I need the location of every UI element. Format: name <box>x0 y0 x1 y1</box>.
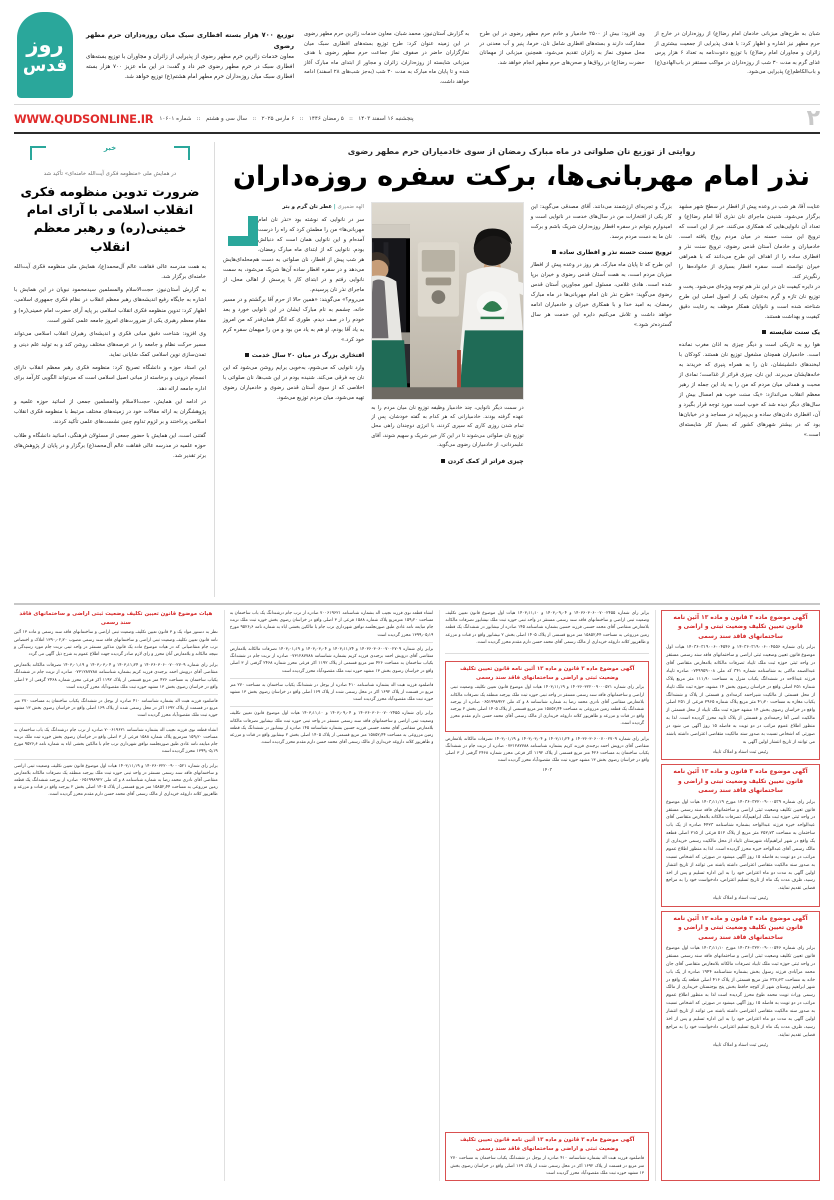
classified-heyat-notice[interactable] <box>14 610 218 658</box>
classified-ad-1[interactable] <box>661 610 820 760</box>
website-url[interactable]: WWW.QUDSONLINE.IR <box>14 111 154 126</box>
divider <box>230 706 434 707</box>
news-paragraph-4: این استاد حوزه و دانشگاه تصریح کرد: منظومه فکری رهبر معظم انقلاب دارای انسجام درونی و برخاسته از مبانی اصیل اسلامی است که می‌تواند الگویی کارآمد برای اداره جامعه ارائه دهد. <box>14 365 206 392</box>
feature-caption-p1: در سمت دیگر نانوایی، چند خادمیار وظیفه توزیع نان میان مردم را به عهده گرفته بودند. خادمیارانی که هر کدام به گفته خودشان، پس از تمام شدن روزی کاری که سپری کردند، با انرژی دوچندان راهی محل توزیع نان صلواتی می‌شوند تا در این کار خیر شریک و سهیم شوند، آقای علیمردانی، از خادمیاران رضوی می‌گوید. <box>371 404 524 449</box>
feature-right-p2: می‌روم؟» می‌گویند: «همین حالا از حرم آقا برگشتم و در مسیر خانه، چشمم به نام مبارک ایشان در این نانوایی خورد و بعد خودم را در صف دیدم. طوری که انگار همان‌قدر که من امروز به یاد آقا بودم، او هم به یاد من بود و من را میهمان سفره کرم خود کرد.» <box>223 296 365 343</box>
classified-heyat-continuation[interactable] <box>14 662 218 1181</box>
classified-ad-3-body: برابر رای شماره ۱۴۰۳۶۰۳۲۲۰۰۹۰۰۰۵۴۶ مورخ ۱۴۰۳٫۱۱٫۱۰ هیات اول موضوع قانون تعیین تکلیف وضعیت ثبتی اراضی و ساختمانهای فاقد سند رسمی مستقر در واحد ثبتی حوزه ثبت ملک تایباد تصرفات مالکانه بلامعارض متقاضی آقای جان محمد مرآبادی فرزند رسول بخش بشماره شناسنامه ۱۹۴۴ صادره از یک باب خانه به مساحت ۲۳۸٫۶۳ متر مربع قسمتی از پلاک ۴۱۶ اصلی قطعه یک واقع در شهر ابراهیم روستای شهر از کوچه حافظ بخش پنج بوجنستان خریداری از مالک رسمی وراث نوبت محمد طوع محرز گردیده است لذا به منظور اطلاع عموم مراتب در دو نوبت به فاصله ۱۵ روز آگهی میشود در صورتی که اشخاص نسبت به صدور سند مالکیت متقاضی اعتراضی داشته باشند می توانند از تاریخ انتشار اولین آگهی به مدت دو ماه اعتراض خود را به این اداره تسلیم و پس از اخذ رسید، ظرف مدت یک ماه از تاریخ تسلیم اعتراض، دادخواست خود را به مراجع قضایی تقدیم نمایند. <box>666 946 815 1038</box>
news-tag-label: خبر <box>93 142 127 154</box>
feature-subheading-mid-text: چیزی فراتر از کمک کردن <box>447 457 524 465</box>
feature-byline <box>223 202 364 212</box>
feature-photo <box>371 202 523 400</box>
classified-ad-3-signature: رئیس ثبت اسناد و املاک تایباد <box>712 1042 769 1048</box>
dateline-bar <box>14 104 820 134</box>
page-number: ۲ <box>806 105 820 131</box>
feature-photo-caption <box>371 404 523 451</box>
classified-ad-4[interactable] <box>445 661 649 732</box>
divider <box>14 723 218 724</box>
dateline-sep-3: :: <box>248 115 260 122</box>
news-paragraph-5: در ادامه این همایش، حجت‌الاسلام والمسلمین جمعی از اساتید حوزه علمیه و پژوهشگران به ارائه مقالات خود در زمینه‌های مختلف مرتبط با منظومه فکری انقلاب اسلامی پرداختند و بر لزوم تداوم چنین نشست‌های علمی تأکید کردند. <box>14 398 206 426</box>
classified-ad-3-title: آگهی موضوع ماده ۳ قانون و ماده ۱۳ آئین نامه قانون تعیین تکلیف وضعیت ثبتی و اراضی و ساختمانهای فاقد سند رسمی <box>673 915 808 941</box>
feature-subheading-right-text: افتخاری بزرگ در میان ۲۰ سال خدمت <box>251 351 365 359</box>
divider <box>14 694 218 695</box>
byline-author: الهه ضمیری <box>337 203 365 210</box>
square-bullet-icon <box>552 250 556 254</box>
classified-notice-c-body3: فاضلمود فرزند هبت اله بشماره شناسنامه ۴۱۰ صادره از بوجل در ششدانگ یکباب ساختمان به مساحت ۲۷۰ متر مربع در قسمت از پلاک ۱۶۹۲ اکر در محل رسمی شده از پلاک ۱۶۹ اصلی واقع در خراسان رضوی بخش ۱۳ مشهد حوزه ثبت ملک مقصودآباد محرز گردیده است <box>229 682 434 703</box>
feature-left-p3: هوا رو به تاریکی است و دیگر چیزی به اذان مغرب نمانده است. خادمیاران همچنان مشغول توزیع نان هستند. کودکان با لبخندهای دلنشینشان، نان را به همراه پنیری که خریدند به خانه‌هایشان می‌برند. این نان، چیزی فراتر از غذاست؛ نمادی از محبت و همدلی میان مردم که من را به یاد این جمله از رهبر معظم انقلاب می‌اندازد: «یک سنت خوب هم امسال بیش از سال‌های دیگر دیده شد که خوب است مورد توجه قرار بگیرد و آن، افطاری دادن‌های ساده و بی‌پیرایه در مساجد و در خیابان‌ها بود که در بیشتر شهرهای کشور که بسیار کار شایسته‌ای است.» <box>678 342 820 439</box>
divider <box>14 759 218 760</box>
classified-notice-c-body2: برابر رای شماره ۱۴۰۳۶۰۳۰۶۰۰۷۰۰۲۷۰۹ و ۱۴۰۳٫۱۱٫۲۴ و ۱۴۰۳٫۰۳٫۰۴ و ۱۴۰۳٫۰۱٫۱۹ تصرفات مالکانه بلامعارض متقاضی آقای درویش احمد برجندی فرزند کریم بشماره شناسنامه ۰۷۳۱۲۸۷۷۸۸ صادره از تربت جام در ششدانگ یکباب ساختمان به مساحت ۴۲۶ متر مربع قسمتی از پلاک ۱۱۹۲ اکر فرعی محرز شماره ۲۴۶۸ گرفتی از ۳ اصلی واقع در خراسان رضوی بخش ۱۳ مشهد حوزه ثبت ملک مقصودآباد محرز گردیده است <box>229 646 434 674</box>
feature-subheading-mid <box>371 456 523 467</box>
brief-lead-title: توزیع ۷۰۰ هزار بسته افطاری سبک میان روزه‌داران حرم مطهر رضوی <box>86 31 295 50</box>
dateline-date-fa: پنجشنبه ۱۶ اسفند ۱۴۰۳ <box>358 115 414 122</box>
classified-ad-1-title: آگهی موضوع ماده ۳ قانون و ماده ۱۳ آئین نامه قانون تعیین تکلیف وضعیت ثبتی و اراضی و ساختمانهای فاقد سند رسمی <box>673 615 808 640</box>
classifieds-column-midleft <box>439 610 649 1181</box>
classified-heyat-body-4: انشاء قطعه نوی فرزند نجیب اله بشماره شناسنامه ۷۰۰۶۱۹۶۲۱ صادره از ترب جام درشتدانگ یک باب ساختمان به مساحت ۱۵۹٫۲۰ مترمربع پلاک شماره ۱۵۸۸ فرعی از ۳ اصلی واقع در خراسان رضوی بخش خوره ثبت ملک تربت جام مبایعه نامه عادی طبق صورتجلسه توافق شهرداری ترب جام با مالکین بخشی اباء به شماره نامه ۹۵۲۶٫۶ مورخ ۱۳۹۹٫۰۵٫۱۹ محرز گردیده است <box>14 727 218 755</box>
classified-notice-c-body: انشاء قطعه نوی فرزند نجیب اله بشماره شناسنامه ۷۰۰۶۱۹۶۲۱ صادره از ترب جام درشتدانگ یک باب ساختمان به مساحت ۱۵۹٫۲۰ مترمربع پلاک شماره ۱۵۸۸ فرعی از ۳ اصلی واقع در خراسان رضوی بخش خوره ثبت ملک تربت جام مبایعه نامه عادی طبق صورتجلسه توافق شهرداری ترب جام با مالکین بخشی اباء به شماره نامه ۹۵۲۶٫۶ مورخ ۱۳۹۹٫۰۵٫۱۹ محرز گردیده است <box>229 611 434 638</box>
top-brief-strip <box>0 0 834 102</box>
news-paragraph-3: وی افزود: شناخت دقیق مبانی فکری و اندیشه‌ای رهبران انقلاب اسلامی می‌تواند مسیر حرکت نظام و جامعه را در عرصه‌های مختلف روشن کند و به تولید علم دینی و تمدن‌سازی نوین اسلامی کمک شایانی نماید. <box>14 331 206 358</box>
feature-midleft-p2: این طرح که تا پایان ماه مبارک، هر روز در وعده پیش از افطار میزبان مردم است، به همت آستان قدس رضوی و خیران برپا شده است. هادی غلامی، مسئول امور مجاورین آستان قدس رضوی می‌گوید: «طرح نذر نان امام مهربانی‌ها در ماه مبارک رمضان، به امید خدا و با همکاری خیران و خادمیاران ادامه خواهد داشت و تلاش می‌کنیم دایره این خدمت هر سال گسترده‌تر شود.» <box>530 262 672 329</box>
logo-line-2: قدس <box>22 56 68 76</box>
dateline-sep-2: :: <box>296 115 308 122</box>
news-tag-frame <box>14 142 206 168</box>
dateline-year: سال سی و هشتم <box>205 115 248 122</box>
divider <box>230 642 434 643</box>
dateline-sep-1: :: <box>345 115 357 122</box>
classifieds-column-left <box>655 610 820 1181</box>
feature-columns <box>223 202 820 597</box>
dateline-text <box>159 116 413 122</box>
dateline-sep-4: :: <box>193 115 205 122</box>
feature-midleft-p1: بزرگ و تجربه‌ای ارزشمند می‌دانند. آقای مصدقی می‌گوید: این کار یکی از افتخارات من در سال‌های خدمت در نانوایی است و امیدوارم بتوانم در سفره افطار روزه‌داران شریک باشم و برکت نان ما به دست مردم برسد. <box>530 203 672 240</box>
classified-ad-4-title: آگهی موضوع ماده ۳ قانون و ماده ۱۳ آئین نامه قانون تعیین تکلیف وضعیت ثبتی و اراضی و ساختمانهای فاقد سند رسمی <box>460 666 635 681</box>
corner-bracket-left-icon <box>30 146 46 160</box>
byline-separator: | <box>333 203 336 210</box>
bakery-photo-illustration <box>372 203 522 399</box>
classified-ad-1-signature: رئیس ثبت اسناد و املاک تایباد <box>712 749 769 755</box>
news-paragraph-1: به همت مدرسه عالی فقاهت عالم آل‌محمد(ع)، همایش ملی منظومه فکری آیت‌الله خامنه‌ای برگزار شد. <box>14 263 206 280</box>
news-kicker: در همایش ملی «منظومه فکری آیت‌الله خامنه‌ای» تأکید شد <box>43 171 177 177</box>
classified-ad-2[interactable] <box>661 764 820 906</box>
classified-notice-c[interactable] <box>230 610 434 1181</box>
dateline-issue: شماره ۱۰۶۰۱ <box>159 115 192 122</box>
classified-ad-2-body: برابر رای شماره ۱۴۰۳۶۰۳۲۲۰۰۹۰۰۰۵۳۹ مورخ ۱۴۰۳٫۱۱٫۱۹ هیات اول موضوع قانون تعیین تکلیف وضعیت ثبتی اراضی و ساختمانهای فاقد سند رسمی مستقر در واحد ثبتی حوزه ثبت ملک ابراهیم‌آباد تصرفات مالکانه بلامعارض متقاضی آقای عبدالواحد خیره فرزند عبدالواحد بشماره شناسنامه ۴۴۲۳ صادره از یک باب ساختمان به مساحت ۲۵۲٫۷۳ متر مربع از پلاک ۵۱۲ فرعی از ۲۱۵ اصلی قطعه یک واقع در شهر ابراهیم‌آباد شهرستان تایباد از محل مالکیت رسمی خریداری از مالک رسمی آقای عبدالواحد خیره محرز گردیده است. لذا به منظور اطلاع عموم مراتب در دو نوبت به فاصله ۱۵ روز آگهی میشود در صورتی که اشخاص نسبت به صدور سند مالکیت متقاضی اعتراضی داشته باشند می توانند از تاریخ انتشار اولین آگهی به مدت دو ماه اعتراض خود را به این اداره تسلیم و پس از اخذ رسید، ظرف مدت یک ماه از تاریخ تسلیم اعتراض، دادخواست خود را به مراجع قضایی تقدیم نمایند. <box>666 799 815 892</box>
classified-ad-4-body: برابر رای شماره ۱۴۰۳۶۰۳۲۲۰۰۹۰۰۰۵۲۱ و ۱۴۰۳٫۱۱٫۱۹ هیات اول موضوع قانون تعیین تکلیف وضعیت ثبتی اراضی و ساختمانهای فاقد سند رسمی مستقر در واحد ثبتی حوزه ثبت ملک بیرجند منطقه یک تصرفات مالکانه بلامعارض متقاضی آقای نادری محمد رضا به شماره شناسنامه ۸ و کد ملی ۰۶۵۱۹۹۸۹۲۲ صادره از بیرجند ششدانگ یک قطعه زمین مزروعی به مساحت ۱۵۸۵۲٫۴۴ متر مربع قسمتی از پلاک ۱۴۰۵ اصلی بخش ۲ بیرجند واقع در قنات و مزرعه و طاهرپور کلاته داروغه خریداری از مالک رسمی آقای محمد حسن دارم مقدم محرز گردیده است. <box>450 685 645 727</box>
corner-bracket-right-icon <box>174 146 190 160</box>
classified-notice-b[interactable] <box>445 736 649 1128</box>
byline-lead: عطر نان گرم و بتر <box>282 203 333 210</box>
square-bullet-icon <box>245 353 249 357</box>
feature-subheading-right <box>223 350 364 361</box>
feature-kicker: روایتی از توزیع نان صلواتی در ماه مبارک رمضان از سوی خادمیاران حرم مطهر رضوی <box>347 146 696 156</box>
feature-headline: نذر امام مهربانی‌ها، برکت سفره روزه‌داران <box>232 161 811 192</box>
classified-ad-3[interactable] <box>661 911 820 1181</box>
feature-subheading-midleft <box>531 247 672 258</box>
classifieds-column-right <box>14 610 218 1181</box>
masthead-logo[interactable] <box>14 10 76 98</box>
divider <box>445 653 649 654</box>
classified-heyat-title: هیات موضوع قانون تعیین تکلیف وضعیت ثبتی اراضی و ساختمانهای فاقد سند رسمی <box>19 611 213 626</box>
brief-column-3: وی افزود: بیش از ۲۵۰۰ خادمیار و خادم حرم مطهر رضوی در این طرح مشارکت دارند و بسته‌های افطاری شامل نان، خرما، پنیر و آب معدنی در محل صفوف نماز به زائران تقدیم می‌شود. همچنین میزبانی از مهمانان حضرت رضا(ع) در رواق‌ها و صحن‌های حرم مطهر انجام خواهد شد. <box>479 31 645 66</box>
classified-heyat-body: نظر به دستور مواد یک و ۳ قانون تعیین تکلیف وضعیت ثبتی اراضی و ساختمانهای فاقد سند رسمی و ماده ۱۳ آئین نامه قانون تعیین تکلیف وضعیت ثبتی اراضی و ساختمانهای فاقد سند رسمی مصوب ۱۳۹۰٫۰۲٫۲۰ املاک و اختصاص ترب جام متقاضیانی که در هیات موضوع ماده یک قانون مذکور مستقر در واحد ثبتی تربت جام مورد رسیدگی و نتیجه مالکانه و بلامعارض آنان محرز و رای لازم صادر گردیده جهت اطلاع عموم به شرح ذیل آگهی می گردد <box>14 630 218 657</box>
classified-ad-5-body: فاضلمود فرزند هبت اله بشماره شناسنامه ۴۱۰ صادره از بوجل در ششدانگ یکباب ساختمان به مساحت ۲۷۰ متر مربع در قسمت از پلاک ۱۶۹۲ اکر در محل رسمی شده از پلاک ۱۶۹ اصلی واقع در خراسان رضوی بخش ۱۳ مشهد حوزه ثبت ملک مقصودآباد محرز گردیده است <box>450 1156 645 1176</box>
quds-logo-icon <box>17 12 73 98</box>
brief-lead <box>86 10 294 98</box>
feature-article <box>214 142 820 597</box>
news-sidebar <box>14 142 214 597</box>
classified-ad-2-title: آگهی موضوع ماده ۳ قانون و ماده ۱۳ آئین نامه قانون تعیین تکلیف وضعیت ثبتی و اراضی و ساختمانهای فاقد سند رسمی <box>673 769 808 795</box>
feature-left-p2: در دایره کیفیت نان در این نذر هم توجه ویژه‌ای می‌شود. پخت و توزیع نان تازه و گرم به‌عنوان یکی از اصول اصلی این طرح شناخته شده است و نانوایان همکار موظف به رعایت دقیق کیفیت و بهداشت هستند. <box>678 283 820 320</box>
drop-cap-icon <box>228 216 258 246</box>
classified-heyat-body-3: فاضلمود فرزند هبت اله بشماره شناسنامه ۴۱۰ صادره از بوجل در ششدانگ یکباب ساختمان به مساحت ۲۷۰ متر مربع در قسمت از پلاک ۱۶۹۲ اکر در محل رسمی شده از پلاک ۱۶۹ اصلی واقع در خراسان رضوی بخش ۱۳ مشهد حوزه ثبت ملک مقصودآباد محرز گردیده است <box>14 699 218 719</box>
feature-column-right <box>223 202 364 597</box>
main-content-area <box>14 142 820 597</box>
feature-right-p1: سر در نانوایی که نوشته بود «نذر نان امام مهربانی‌ها» من را مطمئن کرد که راه را درست آمده‌ام و این نانوایی همان است که دنبالش بودم. نانوایی که از ابتدای ماه مبارک رمضان، هر شب پیش از افطار، نان صلواتی به دست هم‌محله‌ای‌هایش می‌دهد و در سفره افطار ساده آن‌ها شریک می‌شود، به سمت نانوایی رفتم و در ابتدای کار با پرسش از اهالی محل، از ماجرای نذر نان پرسیدم. <box>223 216 365 293</box>
news-body <box>14 262 206 465</box>
classified-heyat-body-5: برابر رای شماره ۱۴۰۳۶۰۳۲۲۰۰۹۰۰۰۵۲۱ و ۱۴۰۳٫۱۱٫۱۹ هیات اول موضوع قانون تعیین تکلیف وضعیت ثبتی اراضی و ساختمانهای فاقد سند رسمی مستقر در واحد ثبتی حوزه ثبت ملک بیرجند منطقه یک تصرفات مالکانه بلامعارض متقاضی آقای نادری محمد رضا به شماره شناسنامه ۸ و کد ملی ۰۶۵۱۹۹۸۹۲۲ صادره از بیرجند ششدانگ یک قطعه زمین مزروعی به مساحت ۱۵۸۵۲٫۴۴ متر مربع قسمتی از پلاک ۱۴۰۵ اصلی بخش ۲ بیرجند واقع در قنات و مزرعه و طاهرپور کلاته داروغه خریداری از مالک رسمی آقای محمد حسن دارم مقدم محرز گردیده است. <box>14 763 218 798</box>
square-bullet-icon <box>441 459 445 463</box>
divider <box>230 678 434 679</box>
classified-ad-5[interactable] <box>445 1132 649 1181</box>
brief-column-4: شبان به طرح‌های میزبانی خادمان امام رضا(ع) از روزه‌داران در خارج از حرم مطهر نیز اشاره و اظهار کرد: با هدف پذیرایی از جمعیت بیشتری از زائران و مجاوران امام رضا(ع) با توزیع دعوت‌نامه به تعداد ۶ هزار پرس غذای گرم به مدت ۳۰ شب از روزه‌داران در مواکب مستقر در باب‌الهادی(ع) و باب‌الکاظم(ع) پذیرایی می‌شود. <box>654 31 821 76</box>
dateline-date-hijri: ۵ رمضان ۱۴۴۶ <box>308 115 344 122</box>
classifieds-section <box>14 603 820 1181</box>
feature-column-midleft <box>531 202 672 597</box>
feature-column-photo <box>371 202 523 597</box>
feature-subheading-left-text: یک سنت شایسته <box>769 328 820 336</box>
classified-notice-a[interactable] <box>445 610 649 646</box>
classified-notice-b-body: برابر رای شماره ۱۴۰۳۶۰۳۰۶۰۰۷۰۰۲۷۰۹ و ۱۴۰۳٫۱۱٫۲۴ و ۱۴۰۳٫۰۳٫۰۴ و ۱۴۰۳٫۰۱٫۱۹ تصرفات مالکانه بلامعارض متقاضی آقای درویش احمد برجندی فرزند کریم بشماره شناسنامه ۰۷۳۱۲۸۷۷۸۸ صادره از تربت جام در ششدانگ یکباب ساختمان به مساحت ۴۲۶ متر مربع قسمتی از پلاک ۱۱۹۲ اکر فرعی محرز شماره ۲۴۶۸ گرفتی از ۳ اصلی واقع در خراسان رضوی بخش ۱۳ مشهد حوزه ثبت ملک مقصودآباد محرز گردیده است <box>445 736 650 764</box>
dateline-date-greg: ۶ مارس ۲۰۲۵ <box>261 115 295 122</box>
news-headline: ضرورت تدوین منظومه فکری انقلاب اسلامی با آرای امام خمینی(ره) و رهبر معظم انقلاب <box>20 184 200 254</box>
classifieds-column-midright <box>224 610 434 1181</box>
classified-ad-1-body: برابر رای شماره ۱۴۰۳۶۰۳۱۹۰۰۶۰۰۴۵۵۶ و ۱۴۰۳۶۰۳۱۹۰۰۶۰۰۴۵۴۶ هیات اول موضوع قانون تعیین وضعیت ثبتی اراضی و ساختمانهای فاقد سند رسمی مستقر در واحد ثبتی حوزه ثبت ملک تایباد تصرفات مالکانه بلامعارض متقاضی آقای عبدالصمد ماکنی به شناسنامه شماره ۳۴۱ کد ملی ۰۷۴۹۹۵۹۰۰۸ صادره تایباد فرزند عبدالاحد در ششدانگ یکباب منزل به مساحت ۱۱۱٫۹۰ متر مربع پلاک شماره ۲۵۱ اصلی واقع در خراسان رضوی بخش ۱۴ مشهد، حوزه ثبت ملک تایباد از محل قسمتی از مالکیت شیراحمد کرمدادی و قسمتی از پلاک و ششدانگ یکباب مغازه به مساحت ۴۱٫۲۰ متر مربع پلاک شماره ۲۹۶۵ فرعی از ۲۵۱ اصلی واقع در خراسان رضوی بخش ۱۴ مشهد حوزه ثبت ملک تایباد از محل قسمتی از مالکیت اسی آقا رحیمدادی و قسمتی از پلاک تایید محرز گردیده است. لذا به منظور اطلاع عموم مراتب در دو نوبت به فاصله ۱۵ روز آگهی می شود در صورتی که اشخاص نسبت به صدور سند مالکیت متقاضی اعتراضی داشته باشند می توانند از تاریخ انتشار اولین آگهی به <box>666 645 816 745</box>
feature-subheading-left <box>679 327 820 338</box>
classified-heyat-body-2: برابر رای شماره ۱۴۰۳۶۰۳۰۶۰۰۷۰۰۲۷۰۹ و ۱۴۰۳٫۱۱٫۲۴ و ۱۴۰۳٫۰۳٫۰۴ و ۱۴۰۳٫۰۱٫۱۹ تصرفات مالکانه بلامعارض متقاضی آقای درویش احمد برجندی فرزند کریم بشماره شناسنامه ۰۷۳۱۲۸۷۷۸۸ صادره از تربت جام در ششدانگ یکباب ساختمان به مساحت ۴۲۶ متر مربع قسمتی از پلاک ۱۱۹۲ اکر فرعی محرز شماره ۲۴۶۸ گرفتی از ۳ اصلی واقع در خراسان رضوی بخش ۱۳ مشهد حوزه ثبت ملک مقصودآباد محرز گردیده است <box>14 663 218 690</box>
brief-lead-body: معاون خدمات زائرین حرم مطهر رضوی از پذیرایی از زائران و مجاوران با توزیع بسته‌های افطاری سبک در حرم مطهر رضوی خبر داد و گفت: در این ماه عزیز ۷۰۰ هزار بسته افطاری سبک میان روزه‌داران حرم مطهر امام هشتم(ع) توزیع خواهد شد. <box>86 54 295 80</box>
feature-column-left <box>679 202 820 597</box>
news-paragraph-6: گفتنی است، این همایش با حضور جمعی از مسئولان فرهنگی، اساتید دانشگاه و طلاب حوزه علمیه در مدرسه عالی فقاهت عالم آل‌محمد(ع) برگزار و در پایان از پژوهش‌های برتر تقدیر شد. <box>14 432 206 460</box>
classified-ad-5-title: آگهی موضوع ماده ۳ قانون و ماده ۱۳ آئین نامه قانون تعیین تکلیف وضعیت ثبتی و اراضی و ساختمانهای فاقد سند رسمی <box>460 1137 635 1152</box>
brief-column-2: به گزارش آستان‌نیوز، محمد شبان، معاون خدمات زائرین حرم مطهر رضوی در این زمینه عنوان کرد: طرح توزیع بسته‌های افطاری سبک میان نمازگزاران حاضر در صفوف نماز جماعت حرم مطهر رضوی با هدف میزبانی شایسته از روزه‌داران، زائران و مجاور از ابتدای ماه مبارک آغاز شده و تا پایان ماه مبارک به مدت ۳۰ شب (به‌جز شب‌های ۲۸ اسفند) ادامه خواهد داشت. <box>304 31 470 85</box>
classified-notice-c-body4: برابر رای شماره ۱۴۰۳۶۰۳۰۶۰۰۷۰۰۲۴۵۵ و ۱۴۰۳٫۰۹٫۰۴ و ۱۴۰۳٫۱۱٫۱۰ هیات اول موضوع قانون تعیین تکلیف وضعیت ثبتی اراضی و ساختمانهای فاقد سند رسمی مستقر در واحد ثبتی حوزه ثبت ملک نیشابور تصرفات مالکانه بلامعارض متقاضی آقای محمد حسنی فرزند حسین بشماره شناسنامه ۱۴۵ صادره از نیشابور در ششدانگ یک قطعه زمین مزروعی به مساحت ۱۵۸۵۲٫۴۴ متر مربع قسمتی از پلاک ۱۴۰۵ اصلی بخش ۲ نیشابور واقع در قنات و مزرعه و طاهرپور کلاته داروغه خریداری از مالک رسمی آقای محمد حسن دارم مقدم محرز گردیده است. <box>229 711 434 746</box>
classified-ad-2-signature: رئیس ثبت اسناد و املاک تایباد <box>712 896 769 902</box>
feature-right-p3: وارد نانوایی که می‌شوم، به‌خوبی برایم روشن می‌شود که این نان چه فرقی می‌کند. شنیده بودم در این شب‌ها، نان صلواتی با اخلاصی که از سوی آستان قدس رضوی و خادمیاران رضوی تهیه می‌شود، میان مردم توزیع می‌شود. <box>223 365 365 402</box>
feature-subheading-midleft-text: ترویج سنت حسنه نذر و افطاری ساده <box>559 248 672 256</box>
classified-notice-b-date: ۱۴۰۳ <box>542 767 553 773</box>
square-bullet-icon <box>762 330 766 334</box>
classified-notice-a-body: برابر رای شماره ۱۴۰۳۶۰۳۰۶۰۰۷۰۰۲۴۵۵ و ۱۴۰۳٫۰۹٫۰۴ و ۱۴۰۳٫۱۱٫۱۰ هیات اول موضوع قانون تعیین تکلیف وضعیت ثبتی اراضی و ساختمانهای فاقد سند رسمی مستقر در واحد ثبتی حوزه ثبت ملک نیشابور تصرفات مالکانه بلامعارض متقاضی آقای محمد حسنی فرزند حسین بشماره شناسنامه ۱۴۵ صادره از نیشابور در ششدانگ یک قطعه زمین مزروعی به مساحت ۱۵۸۵۲٫۴۴ متر مربع قسمتی از پلاک ۱۴۰۵ اصلی بخش ۲ نیشابور واقع در قنات و مزرعه و طاهرپور کلاته داروغه خریداری از مالک رسمی آقای محمد حسن دارم مقدم محرز گردیده است. <box>445 611 650 645</box>
news-paragraph-2: به گزارش آستان‌نیوز، حجت‌الاسلام والمسلمین سیدمحمود نبویان در این همایش با اشاره به جایگاه رفیع اندیشه‌های رهبر معظم انقلاب در نظام فکری جمهوری اسلامی، اظهار کرد: تدوین منظومه فکری انقلاب اسلامی بر پایه آرای حضرت امام خمینی(ره) و مقام معظم رهبری یکی از ضرورت‌های امروز جامعه علمی کشور است. <box>14 287 206 325</box>
logo-line-1: روز <box>26 33 64 57</box>
feature-left-p1: عنایت آقا، هر شب در وعده پیش از افطار در سطح شهر مشهد برگزار می‌شود. شنیدن ماجرای نان نذری آقا امام رضا(ع) و تعداد آن نانوایی‌هایی که همکاری می‌کنند، خبر از این است که ترویج این سنت حسنه در میان مردم رواج یافته است. خادمیاران و خادمان آستان قدس رضوی، ترویج سنت نذر و افطاری ساده را از اهداف این طرح می‌دانند که با همراهی خیران توانسته است سفره افطار بسیاری از خانواده‌ها را رنگین‌تر کند. <box>678 203 820 280</box>
